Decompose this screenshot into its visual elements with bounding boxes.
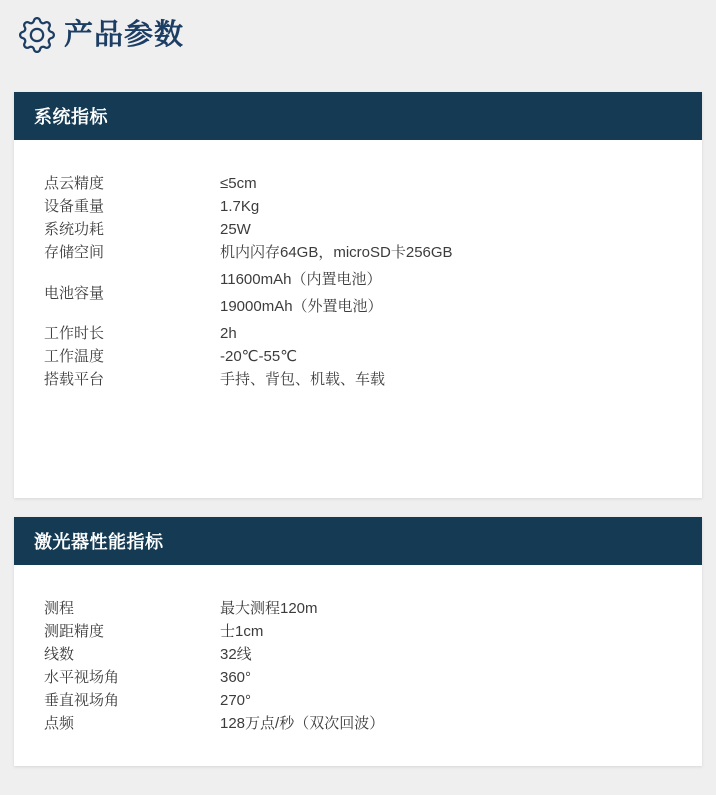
spec-row <box>44 322 672 345</box>
spec-value: 机内闪存64GB，microSD卡256GB <box>220 244 453 261</box>
spec-row <box>44 712 672 735</box>
page-header <box>0 0 716 57</box>
spec-value: 128万点/秒（双次回波） <box>220 715 385 732</box>
spec-label: 设备重量 <box>44 198 105 215</box>
spec-row <box>44 264 672 322</box>
spec-value: ≤5cm <box>220 175 257 192</box>
spec-row <box>44 368 672 391</box>
section-title: 激光器性能指标 <box>34 532 164 552</box>
spec-value: 手持、背包、机载、车载 <box>220 371 386 388</box>
spec-value-line: 19000mAh（外置电池） <box>220 298 383 315</box>
page-title: 产品参数 <box>64 19 185 51</box>
spec-value: 1.7Kg <box>220 198 260 215</box>
spec-label: 线数 <box>44 646 75 663</box>
section-system-specs <box>14 92 702 498</box>
spec-label: 电池容量 <box>44 284 105 302</box>
section-title: 系统指标 <box>34 107 108 127</box>
spec-value: 2h <box>220 325 237 342</box>
spec-label: 点频 <box>44 715 75 732</box>
section-header <box>14 92 702 140</box>
spec-value: 32线 <box>220 646 252 663</box>
spec-label: 点云精度 <box>44 175 105 192</box>
spec-value-line: 11600mAh（内置电池） <box>220 271 382 288</box>
section-body <box>14 565 702 766</box>
spec-label: 水平视场角 <box>44 669 120 686</box>
spec-label: 存储空间 <box>44 244 105 261</box>
spec-label: 搭载平台 <box>44 371 105 388</box>
spec-row <box>44 620 672 643</box>
spec-row <box>44 172 672 195</box>
spec-value <box>220 264 383 322</box>
spec-row <box>44 241 672 264</box>
spec-row <box>44 666 672 689</box>
spec-label: 系统功耗 <box>44 221 105 238</box>
spec-row <box>44 689 672 712</box>
section-header <box>14 517 702 565</box>
spec-value: 360° <box>220 669 252 686</box>
gear-icon <box>19 17 55 53</box>
spec-row <box>44 597 672 620</box>
spec-row <box>44 195 672 218</box>
spec-value: -20℃-55℃ <box>220 348 298 365</box>
spec-label: 垂直视场角 <box>44 692 120 709</box>
spec-value: 270° <box>220 692 252 709</box>
spec-label: 工作时长 <box>44 325 105 342</box>
section-laser-specs <box>14 517 702 766</box>
spec-row <box>44 643 672 666</box>
section-body <box>14 140 702 498</box>
spec-row <box>44 218 672 241</box>
spec-label: 工作温度 <box>44 348 105 365</box>
spec-value: 最大测程120m <box>220 600 318 617</box>
spec-row <box>44 345 672 368</box>
spec-value: 士1cm <box>220 623 264 640</box>
spec-label: 测距精度 <box>44 623 105 640</box>
spec-label: 测程 <box>44 600 75 617</box>
spec-value: 25W <box>220 221 251 238</box>
